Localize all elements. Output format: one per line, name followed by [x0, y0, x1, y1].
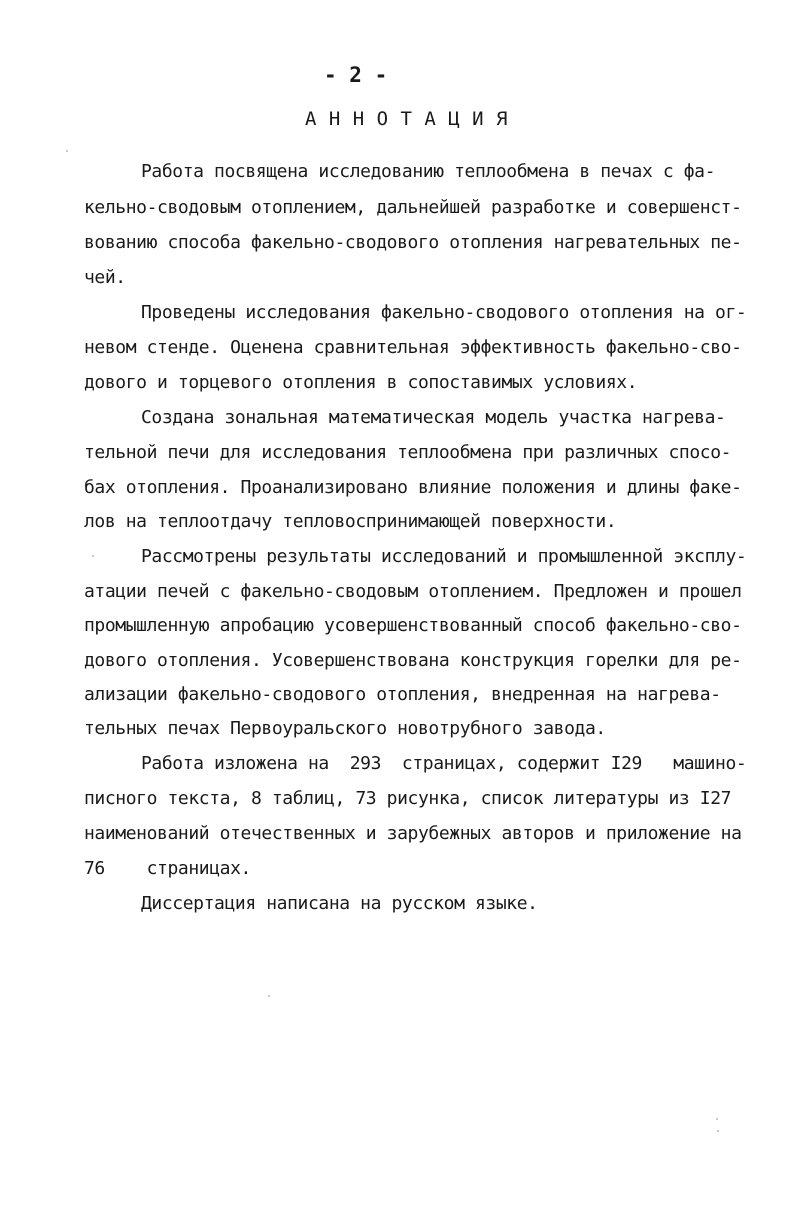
paragraph-1-line-1: Работа посвящена исследованию теплообмена в печах с фа-: [141, 161, 716, 182]
scan-speck: [716, 1118, 718, 1120]
paragraph-5-line-1: Работа изложена на 293 страницах, содержит I29 машино-: [141, 753, 747, 774]
paragraph-5-line-4: 76 страницах.: [84, 858, 251, 879]
scan-speck: [717, 1130, 719, 1132]
paragraph-4-line-1: Рассмотрены результаты исследований и промышленной эксплу-: [141, 546, 747, 567]
paragraph-4-line-4: дового отопления. Усовершенствована конструкция горелки для ре-: [84, 650, 742, 671]
paragraph-1-line-3: вованию способа факельно-сводового отопления нагревательных пе-: [84, 232, 742, 253]
paragraph-1-line-2: кельно-сводовым отоплением, дальнейшей разработке и совершенст-: [84, 197, 742, 218]
paragraph-3-line-3: бах отопления. Проанализировано влияние положения и длины факе-: [84, 477, 742, 498]
paragraph-3-line-4: лов на теплоотдачу тепловоспринимающей поверхности.: [84, 511, 617, 532]
scan-speck: [66, 150, 68, 152]
paragraph-2-line-3: дового и торцевого отопления в сопоставимых условиях.: [84, 372, 638, 393]
page-title: А Н Н О Т А Ц И Я: [305, 108, 508, 130]
paragraph-4-line-2: атации печей с факельно-сводовым отоплением. Предложен и прошел: [84, 581, 742, 602]
paragraph-2-line-2: невом стенде. Оценена сравнительная эффективность факельно-сво-: [84, 337, 742, 358]
paragraph-6-line-1: Диссертация написана на русском языке.: [141, 893, 538, 914]
paragraph-4-line-5: ализации факельно-сводового отопления, внедренная на нагрева-: [84, 684, 721, 705]
paragraph-4-line-3: промышленную апробацию усовершенствованный способ факельно-сво-: [84, 615, 742, 636]
paragraph-2-line-1: Проведены исследования факельно-сводового отопления на ог-: [141, 302, 747, 323]
paragraph-3-line-2: тельной печи для исследования теплообмена при различных спосо-: [84, 442, 732, 463]
scan-speck: [268, 995, 270, 997]
paragraph-5-line-2: писного текста, 8 таблиц, 73 рисунка, список литературы из I27: [84, 788, 732, 809]
paragraph-4-line-6: тельных печах Первоуральского новотрубного завода.: [84, 718, 606, 739]
paragraph-3-line-1: Создана зональная математическая модель участка нагрева-: [141, 407, 726, 428]
paragraph-5-line-3: наименований отечественных и зарубежных авторов и приложение на: [84, 823, 742, 844]
paragraph-1-line-4: чей.: [84, 267, 126, 288]
scan-speck: [92, 555, 94, 557]
page-number: - 2 -: [324, 63, 388, 87]
